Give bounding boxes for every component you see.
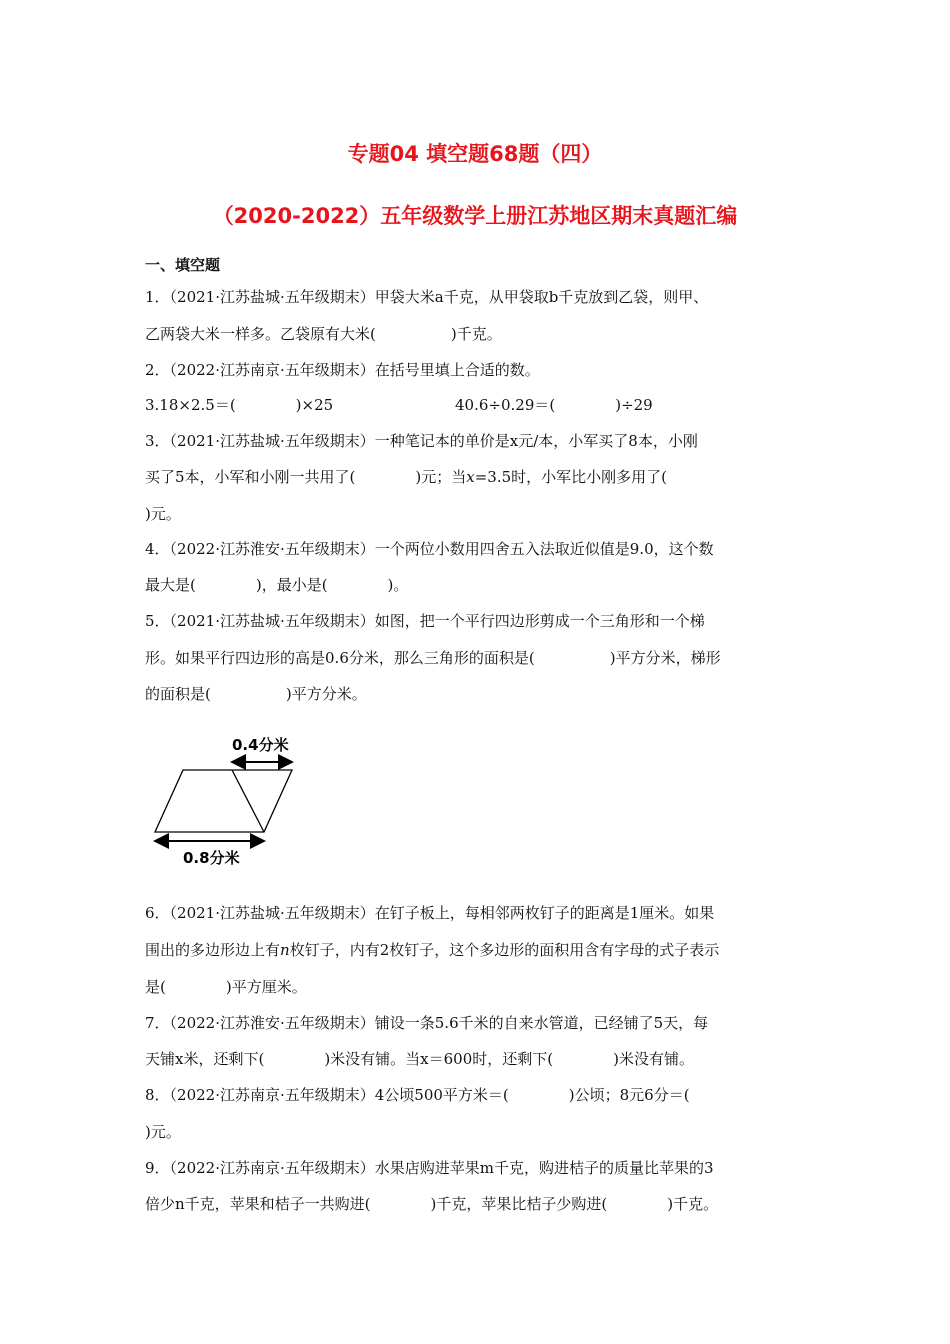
variable-n: n — [280, 941, 290, 959]
question-5-line-1: 5．（2021·江苏盐城·五年级期末）如图，把一个平行四边形剪成一个三角形和一个梯 — [145, 612, 705, 630]
question-9-line-2: 倍少n千克，苹果和桔子一共购进( )千克，苹果比桔子少购进( )千克。 — [145, 1195, 719, 1213]
question-6-line-2 — [145, 940, 719, 960]
question-5-line-2: 形。如果平行四边形的高是0.6分米，那么三角形的面积是( )平方分米，梯形 — [145, 649, 721, 667]
question-2-expression-b: 40.6÷0.29＝( )÷29 — [455, 396, 653, 414]
question-3-line-2-part-b: 时，小军比小刚多用了( — [511, 468, 668, 486]
question-3-line-2-part-a: 买了5本，小军和小刚一共用了( )元；当 — [145, 468, 467, 486]
question-5-line-3: 的面积是( )平方分米。 — [145, 685, 367, 703]
section-heading: 一、填空题 — [145, 256, 221, 274]
question-2-line-1: 2．（2022·江苏南京·五年级期末）在括号里填上合适的数。 — [145, 361, 540, 379]
question-6-line-2-part-b: 枚钉子，内有2枚钉子，这个多边形的面积用含有字母的式子表示 — [289, 941, 720, 959]
question-8-line-2: )元。 — [145, 1123, 181, 1141]
question-2-expression-a: 3.18×2.5＝( )×25 — [145, 396, 334, 414]
question-3-line-1: 3．（2021·江苏盐城·五年级期末）一种笔记本的单价是x元/本，小军买了8本，小刚 — [145, 432, 698, 450]
question-3-line-3: )元。 — [145, 505, 181, 523]
parallelogram-outline — [155, 770, 292, 832]
question-9-line-1: 9．（2022·江苏南京·五年级期末）水果店购进苹果m千克，购进桔子的质量比苹果的3 — [145, 1159, 714, 1177]
question-4-line-2: 最大是( )，最小是( )。 — [145, 576, 409, 594]
question-8-line-1: 8．（2022·江苏南京·五年级期末）4公顷500平方米＝( )公顷；8元6分＝( — [145, 1086, 690, 1104]
top-length-label: 0.4分米 — [232, 736, 289, 754]
question-4-line-1: 4．（2022·江苏淮安·五年级期末）一个两位小数用四舍五入法取近似值是9.0，这个数 — [145, 540, 714, 558]
equation-value: =3.5 — [474, 468, 512, 486]
question-3-line-2 — [145, 467, 667, 487]
question-7-line-2: 天铺x米，还剩下( )米没有铺。当x＝600时，还剩下( )米没有铺。 — [145, 1050, 694, 1068]
bottom-length-label: 0.8分米 — [183, 849, 240, 867]
cut-line — [232, 770, 264, 832]
question-6-line-2-part-a: 围出的多边形边上有 — [145, 941, 281, 959]
question-6-line-3: 是( )平方厘米。 — [145, 978, 307, 996]
page-subtitle: （2020-2022）五年级数学上册江苏地区期末真题汇编 — [212, 204, 738, 228]
page-title: 专题04 填空题68题（四） — [347, 142, 603, 166]
question-7-line-1: 7．（2022·江苏淮安·五年级期末）铺设一条5.6千米的自来水管道，已经铺了5天，每 — [145, 1014, 709, 1032]
question-1-line-1: 1．（2021·江苏盐城·五年级期末）甲袋大米a千克，从甲袋取b千克放到乙袋，则甲、 — [145, 288, 709, 306]
variable-x: x — [466, 468, 475, 486]
question-6-line-1: 6．（2021·江苏盐城·五年级期末）在钉子板上，每相邻两枚钉子的距离是1厘米。如果 — [145, 904, 715, 922]
question-1-line-2: 乙两袋大米一样多。乙袋原有大米( )千克。 — [145, 325, 502, 343]
parallelogram-figure — [145, 728, 315, 868]
